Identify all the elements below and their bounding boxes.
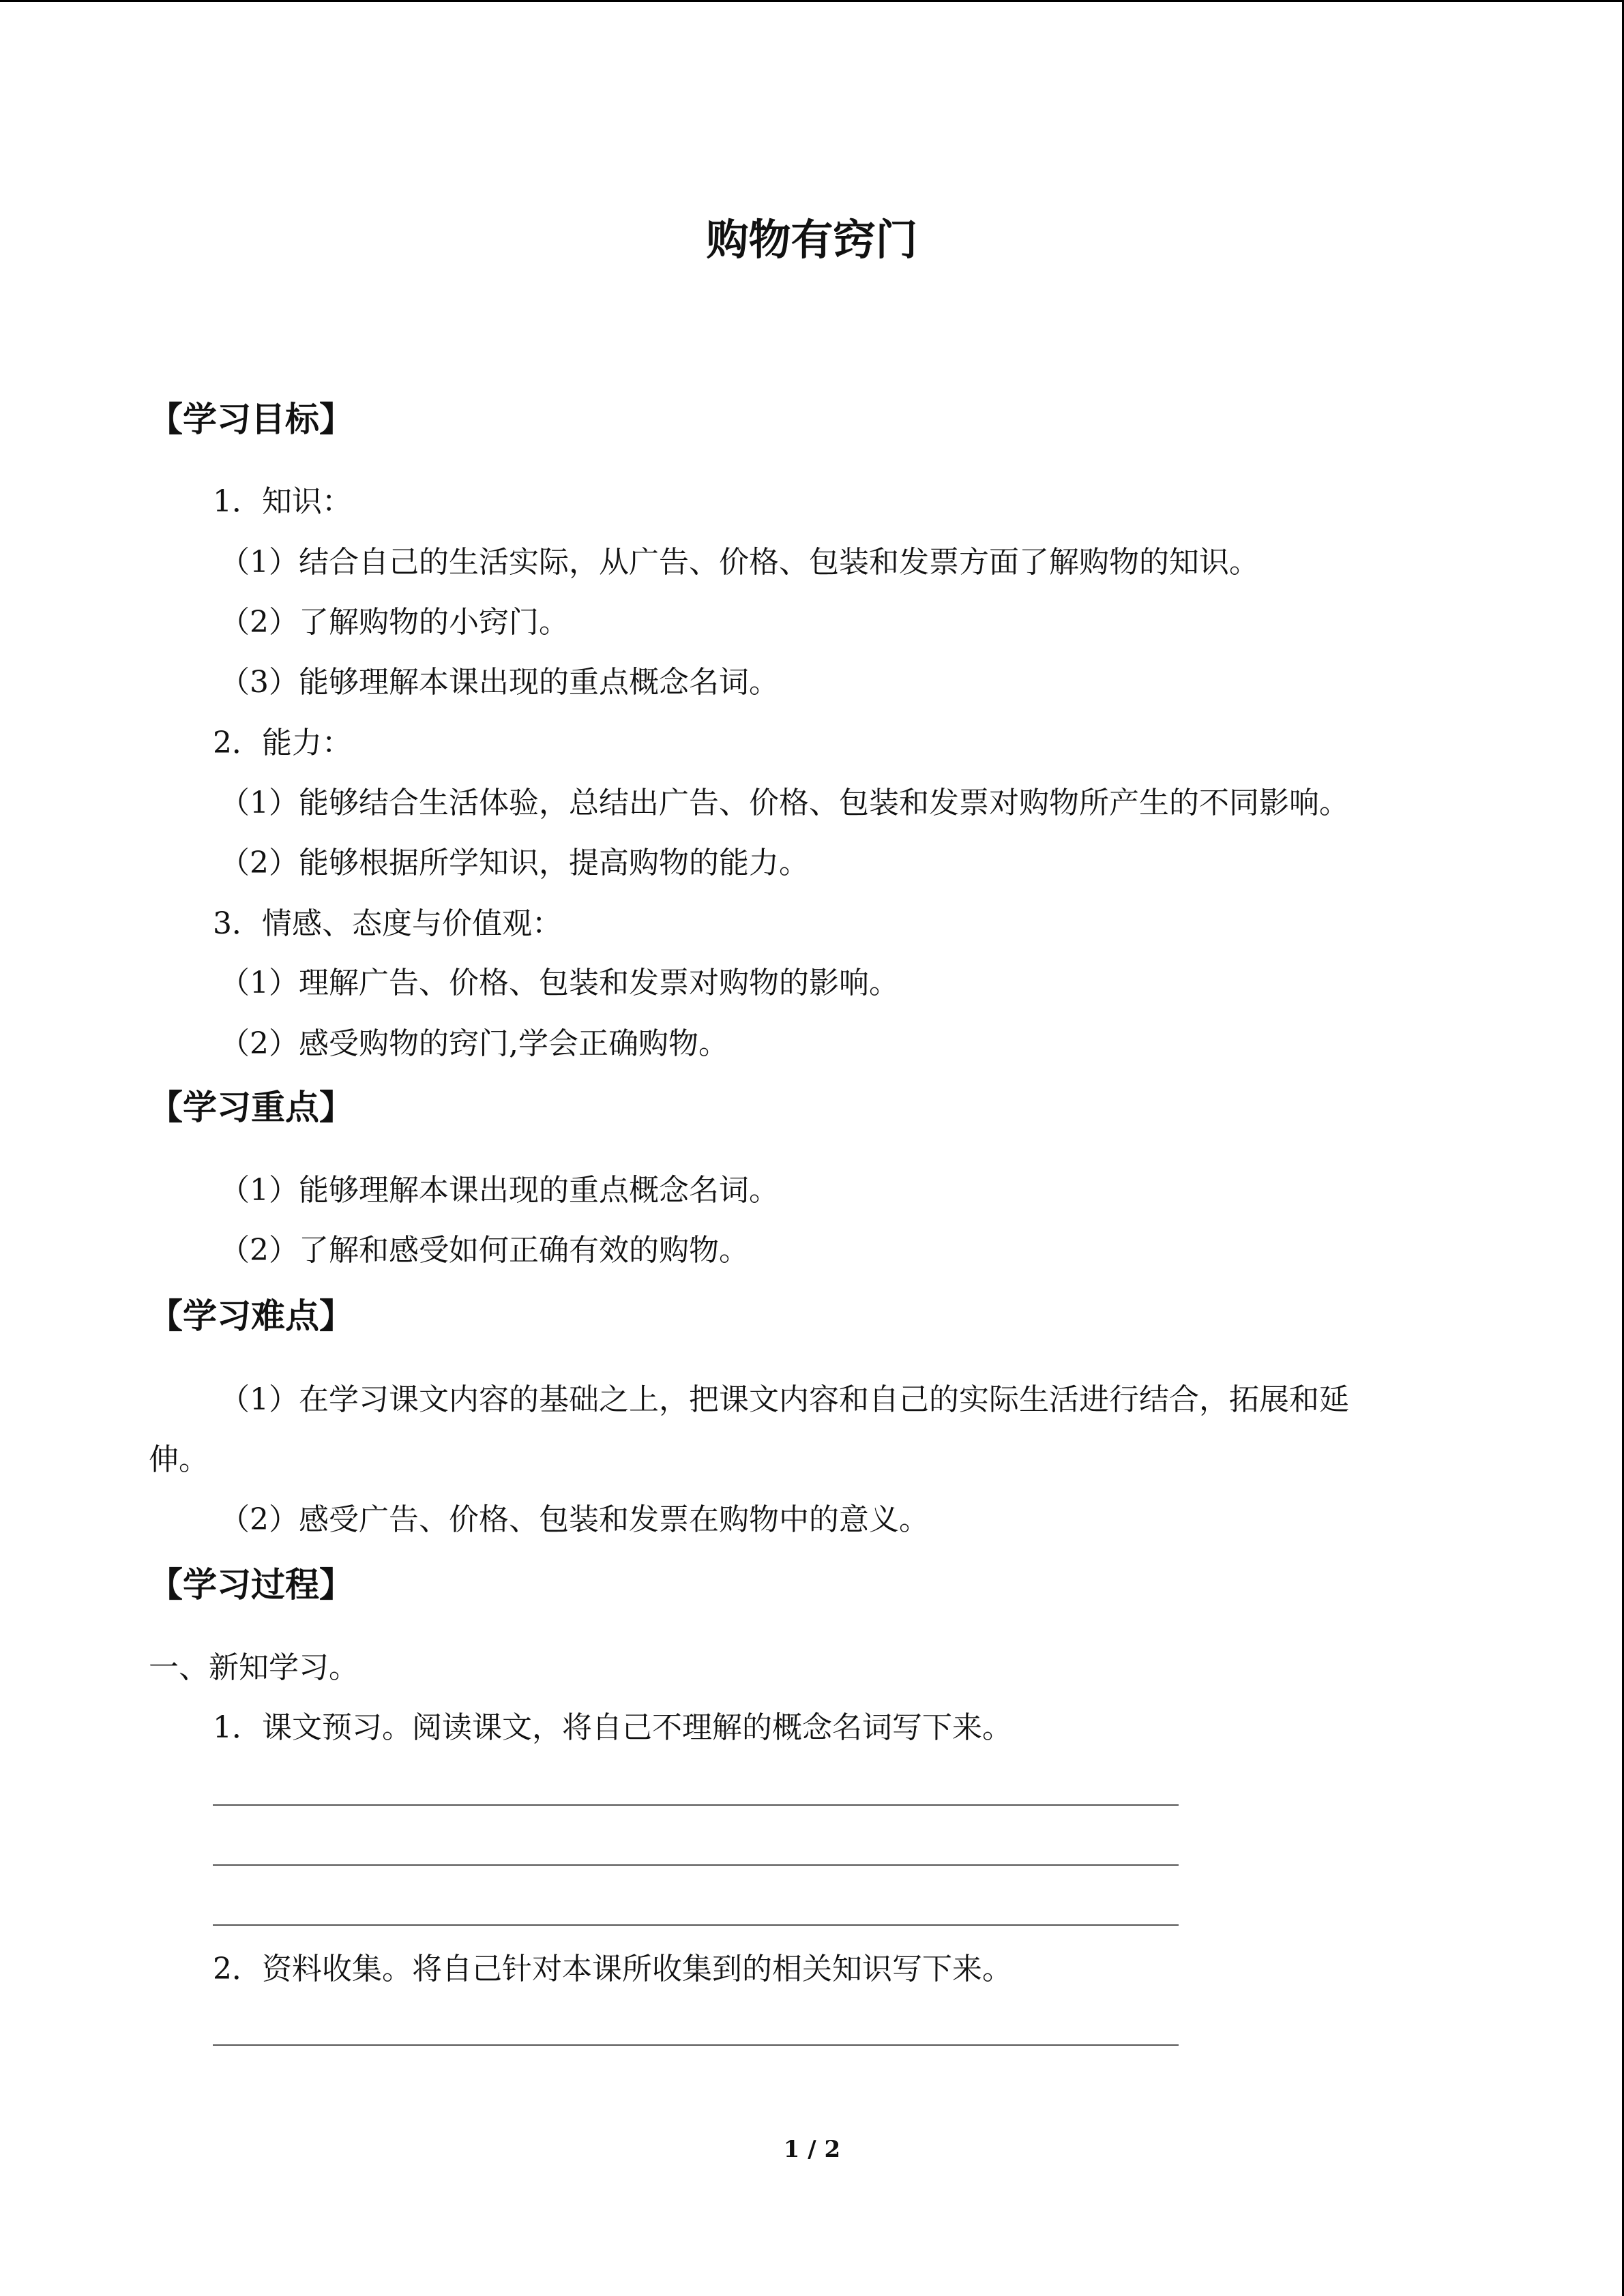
knowledge-item-2: （2）了解购物的小窍门。: [220, 605, 569, 640]
answer-line-3[interactable]: [213, 1924, 1179, 1926]
knowledge-label: 1．知识：: [213, 484, 352, 519]
difficulty-item-2: （2）感受广告、价格、包装和发票在购物中的意义。: [220, 1502, 929, 1537]
answer-line-4[interactable]: [213, 2044, 1179, 2046]
knowledge-item-1: （1）结合自己的生活实际，从广告、价格、包装和发票方面了解购物的知识。: [220, 545, 1259, 580]
page-border-top: [0, 0, 1624, 2]
key-point-item-1: （1）能够理解本课出现的重点概念名词。: [220, 1173, 779, 1208]
emotion-label: 3．情感、态度与价值观：: [213, 906, 562, 941]
heading-objectives: 【学习目标】: [149, 400, 353, 439]
key-point-item-2: （2）了解和感受如何正确有效的购物。: [220, 1233, 749, 1268]
process-step-2: 2．资料收集。将自己针对本课所收集到的相关知识写下来。: [213, 1952, 1012, 1986]
answer-line-2[interactable]: [213, 1864, 1179, 1866]
heading-process: 【学习过程】: [149, 1565, 353, 1605]
ability-label: 2．能力：: [213, 726, 352, 760]
process-step-1: 1．课文预习。阅读课文，将自己不理解的概念名词写下来。: [213, 1710, 1012, 1745]
emotion-item-2: （2）感受购物的窍门,学会正确购物。: [220, 1026, 728, 1061]
knowledge-item-3: （3）能够理解本课出现的重点概念名词。: [220, 665, 779, 700]
heading-key-points: 【学习重点】: [149, 1088, 353, 1127]
difficulty-item-1-line-2: 伸。: [149, 1442, 209, 1477]
ability-item-2: （2）能够根据所学知识，提高购物的能力。: [220, 846, 809, 880]
answer-line-1[interactable]: [213, 1804, 1179, 1806]
document-title: 购物有窍门: [706, 215, 918, 265]
process-part-1: 一、新知学习。: [149, 1650, 359, 1685]
heading-difficulties: 【学习难点】: [149, 1296, 353, 1336]
emotion-item-1: （1）理解广告、价格、包装和发票对购物的影响。: [220, 966, 899, 1000]
difficulty-item-1-line-1: （1）在学习课文内容的基础之上，把课文内容和自己的实际生活进行结合，拓展和延: [220, 1382, 1349, 1417]
ability-item-1: （1）能够结合生活体验，总结出广告、价格、包装和发票对购物所产生的不同影响。: [220, 786, 1349, 820]
page-number: 1 / 2: [783, 2136, 841, 2163]
